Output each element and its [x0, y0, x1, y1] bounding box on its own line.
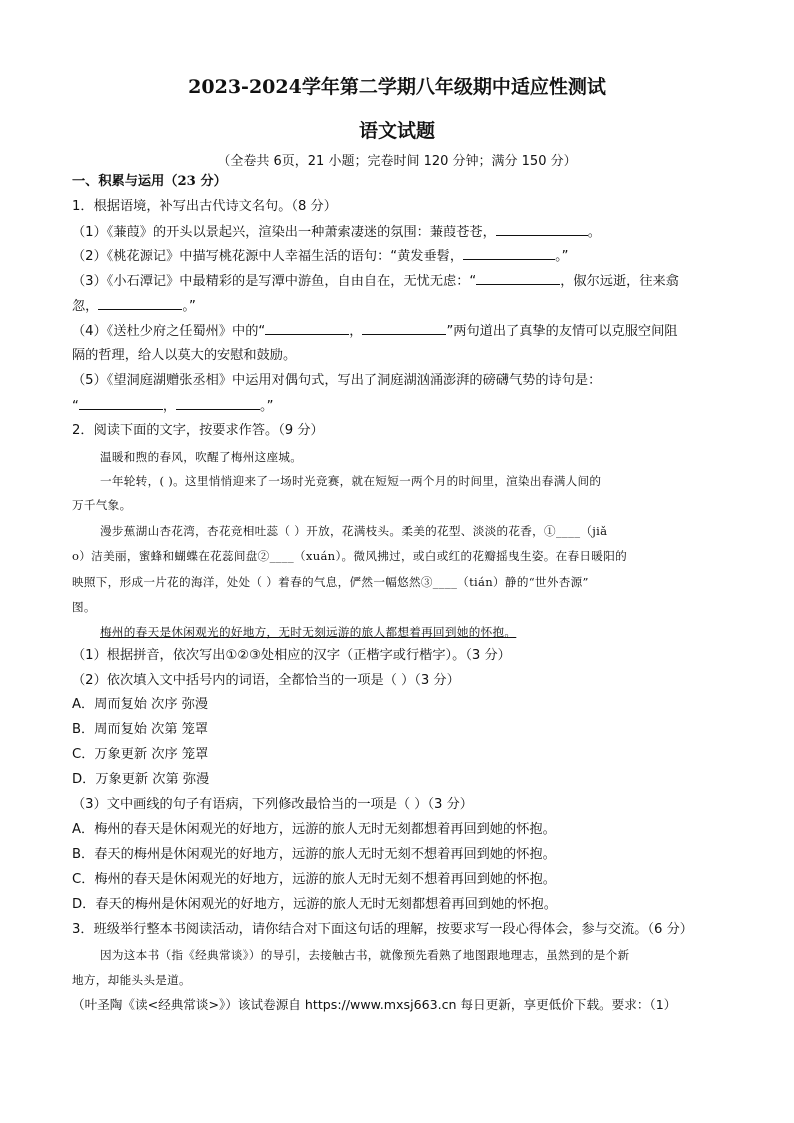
q1-item-4-end: ”两句道出了真挚的友情可以克服空间阻: [446, 324, 678, 339]
answer-blank[interactable]: [265, 322, 349, 335]
q1-item-2-end: 。”: [555, 249, 569, 264]
q1-item-5b-end: 。”: [260, 399, 274, 414]
q1-item-2: [72, 247, 732, 266]
q2-sub-1: （1）根据拼音，依次写出①②③处相应的汉字（正楷字或行楷字）。（3 分）: [72, 648, 511, 663]
q3-quote-b: 地方，却能头头是道。: [72, 973, 191, 987]
passage-para-2a: 一年轮转，( )。这里悄悄迎来了一场时光竞赛，就在短短一两个月的时间里，渲染出春满人间的: [100, 474, 602, 488]
q1-item-3b-end: 。”: [182, 299, 196, 314]
q2-sub-3: （3）文中画线的句子有语病，下列修改最恰当的一项是（ ）（3 分）: [72, 797, 473, 812]
q2-sub2-option-d[interactable]: D．万象更新 次第 弥漫: [72, 772, 210, 787]
section-title: 一、积累与运用（23 分）: [72, 174, 227, 189]
answer-blank[interactable]: [176, 397, 260, 410]
q2-sub3-option-a[interactable]: A．梅州的春天是休闲观光的好地方，远游的旅人无时无刻都想着再回到她的怀抱。: [72, 822, 556, 837]
q1-item-4-comma: ，: [349, 324, 363, 339]
q1-item-1: [72, 223, 732, 242]
q1-item-3-text: （3）《小石潭记》中最精彩的是写潭中游鱼，自由自在，无忧无虑：“: [72, 274, 477, 289]
underlined-sentence: 梅州的春天是休闲观光的好地方，无时无刻远游的旅人都想着再回到她的怀抱。: [100, 625, 517, 639]
q1-item-5b-open: “: [72, 399, 79, 414]
q1-item-1-end: 。: [587, 225, 601, 240]
passage-para-3a: 漫步蕉湖山杏花湾，杏花竞相吐蕊（ ）开放，花满枝头。柔美的花型、淡淡的花香，①____（jiǎ: [100, 524, 608, 538]
q1-item-3-mid: ，俶尔远逝，往来翕: [560, 274, 679, 289]
q2-sub3-option-d[interactable]: D．春天的梅州是休闲观光的好地方，远游的旅人无时无刻都想着再回到她的怀抱。: [72, 897, 557, 912]
q2-sub2-option-a[interactable]: A．周而复始 次序 弥漫: [72, 697, 209, 712]
q1-item-5b-comma: ，: [162, 399, 177, 414]
answer-blank[interactable]: [476, 272, 560, 285]
q2-sub3-option-c[interactable]: C．梅州的春天是休闲观光的好地方，远游的旅人无时无刻不想着再回到她的怀抱。: [72, 872, 556, 887]
answer-blank[interactable]: [496, 223, 588, 236]
answer-blank[interactable]: [98, 297, 182, 310]
q1-stem: 1．根据语境，补写出古代诗文名句。（8 分）: [72, 199, 337, 214]
subject-title: 语文试题: [358, 120, 435, 142]
q1-item-4: [72, 322, 732, 341]
q1-item-3: [72, 272, 732, 291]
q2-sub2-option-b[interactable]: B．周而复始 次第 笼罩: [72, 722, 209, 737]
q1-item-5: （5）《望洞庭湖赠张丞相》中运用对偶句式，写出了洞庭湖汹涌澎湃的磅礴气势的诗句是：: [72, 373, 602, 388]
exam-note: （全卷共 6页，21 小题；完卷时间 120 分钟；满分 150 分）: [217, 154, 577, 169]
q3-stem: 3．班级举行整本书阅读活动，请你结合对下面这句话的理解，按要求写一段心得体会，参与交流。（6 分）: [72, 922, 693, 937]
answer-blank[interactable]: [463, 247, 555, 260]
q2-sub3-option-b[interactable]: B．春天的梅州是休闲观光的好地方，远游的旅人无时无刻不想着再回到她的怀抱。: [72, 847, 556, 862]
q2-sub-2: （2）依次填入文中括号内的词语，全都恰当的一项是（ ）（3 分）: [72, 673, 460, 688]
passage-para-3b: o）洁美丽，蜜蜂和蝴蝶在花蕊间盘②____（xuán）。微风拂过，或白或红的花瓣摇曳生姿。在春日暖阳的: [72, 549, 627, 563]
exam-title: 2023-2024学年第二学期八年级期中适应性测试: [188, 76, 606, 98]
q3-source-line: （叶圣陶《读<经典常谈>》）该试卷源自 https://www.mxsj663.cn 每日更新，享更低价下载。要求：（1）: [72, 997, 677, 1012]
q3-quote-a: 因为这本书（指《经典常谈》）的导引，去接触古书，就像预先看熟了地图跟地理志，虽然到的是个新: [100, 948, 630, 962]
answer-blank[interactable]: [362, 322, 446, 335]
q1-item-1-text: （1）《蒹葭》的开头以景起兴，渲染出一种萧索凄迷的氛围：蒹葭苍苍，: [72, 225, 496, 240]
q2-stem: 2．阅读下面的文字，按要求作答。（9 分）: [72, 423, 324, 438]
q1-item-4-cont: 隔的哲理，给人以莫大的安慰和鼓励。: [72, 348, 297, 363]
passage-para-3c: 映照下，形成一片花的海洋，处处（ ）着春的气息，俨然一幅悠然③____（tián）静的“世外杏源”: [72, 575, 589, 589]
q2-sub2-option-c[interactable]: C．万象更新 次序 笼罩: [72, 747, 209, 762]
passage-para-1: 温暖和煦的春风，吹醒了梅州这座城。: [100, 450, 303, 464]
q1-item-3b-text: 忽，: [72, 299, 99, 314]
q1-item-3-cont: [72, 297, 732, 316]
passage-para-2b: 万千气象。: [72, 498, 132, 512]
passage-para-3d: 图。: [72, 600, 96, 614]
q1-item-5-cont: [72, 397, 732, 416]
q1-item-4-text: （4）《送杜少府之任蜀州》中的“: [72, 324, 266, 339]
q1-item-2-text: （2）《桃花源记》中描写桃花源中人幸福生活的语句：“黄发垂髫，: [72, 249, 464, 264]
answer-blank[interactable]: [79, 397, 163, 410]
